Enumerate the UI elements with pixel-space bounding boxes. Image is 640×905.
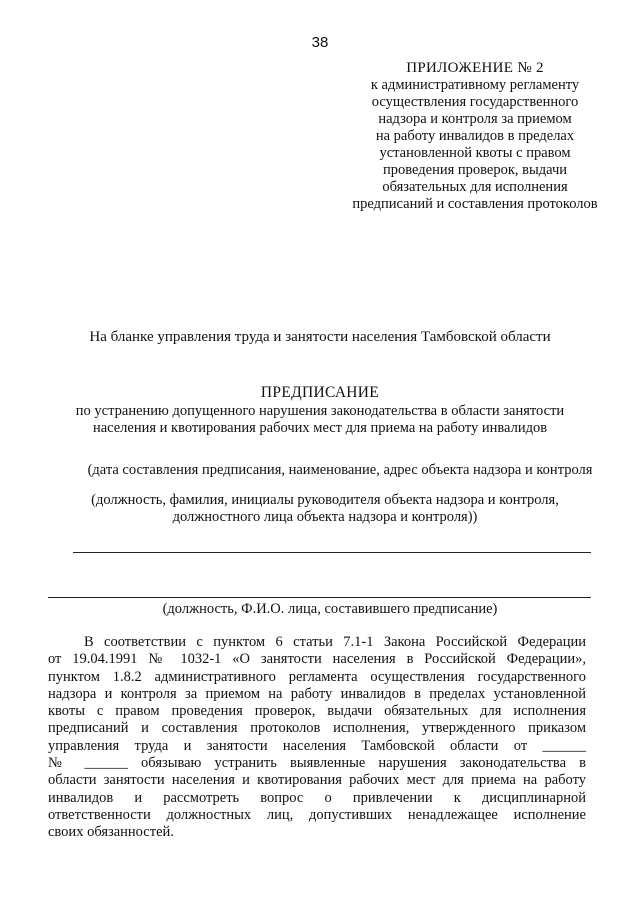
fill-in-line <box>48 597 591 598</box>
body-line: ответственности должностных лиц, допустивших ненадлежащее исполнение <box>48 806 586 823</box>
appendix-line: к административному регламенту <box>370 77 580 93</box>
body-line: инвалидов и рассмотреть вопрос о привлечении к дисциплинарной <box>48 789 586 806</box>
subtitle-line: по устранению допущенного нарушения законодательства в области занятости <box>75 403 565 419</box>
body-line: от 19.04.1991 № 1032-1 «О занятости населения в Российской Федерации», <box>48 651 586 668</box>
body-line: предписаний и составления протоколов исполнения, утвержденного приказом <box>48 720 586 737</box>
body-line: В соответствии с пунктом 6 статьи 7.1-1 Закона Российской Федерации <box>84 634 586 650</box>
document-subtitle <box>40 403 600 437</box>
date-field-note: (дата составления предписания, наименование, адрес объекта надзора и контроля <box>87 462 593 478</box>
appendix-line: предписаний и составления протоколов <box>352 196 598 212</box>
letterhead-note: На бланке управления труда и занятости населения Тамбовской области <box>89 329 551 345</box>
body-line: № ______ обязываю устранить выявленные нарушения законодательства в <box>48 755 586 772</box>
appendix-line: обязательных для исполнения <box>382 179 568 195</box>
author-field-note: (должность, Ф.И.О. лица, составившего предписание) <box>162 601 498 617</box>
body-line: надзора и контроля за приемом на работу инвалидов в пределах установленной <box>48 685 586 702</box>
position-note-line: должностного лица объекта надзора и контроля)) <box>172 509 478 525</box>
fill-in-line <box>73 552 591 553</box>
appendix-line: на работу инвалидов в пределах <box>375 128 575 144</box>
subtitle-line: населения и квотирования рабочих мест для приема на работу инвалидов <box>92 420 548 436</box>
page-number: 38 <box>311 34 329 51</box>
appendix-line: надзора и контроля за приемом <box>378 111 572 127</box>
body-line: управления труда и занятости населения Тамбовской области от ______ <box>48 737 586 754</box>
appendix-line: установленной квоты с правом <box>379 145 571 161</box>
appendix-heading: ПРИЛОЖЕНИЕ № 2 <box>406 60 544 76</box>
body-line: области занятости населения и квотирования рабочих мест для приема на работу <box>48 772 586 789</box>
document-title: ПРЕДПИСАНИЕ <box>260 384 380 401</box>
appendix-block <box>340 60 610 213</box>
body-line: квоты с правом проведения проверок, выдачи обязательных для исполнения <box>48 703 586 720</box>
position-note-line: (должность, фамилия, инициалы руководителя объекта надзора и контроля, <box>91 492 559 508</box>
body-line: своих обязанностей. <box>48 824 174 841</box>
position-field-note <box>40 492 610 526</box>
body-paragraph <box>48 634 586 842</box>
appendix-line: проведения проверок, выдачи <box>382 162 568 178</box>
body-line: пунктом 1.8.2 административного регламента осуществления государственного <box>48 668 586 685</box>
appendix-line: осуществления государственного <box>371 94 579 110</box>
